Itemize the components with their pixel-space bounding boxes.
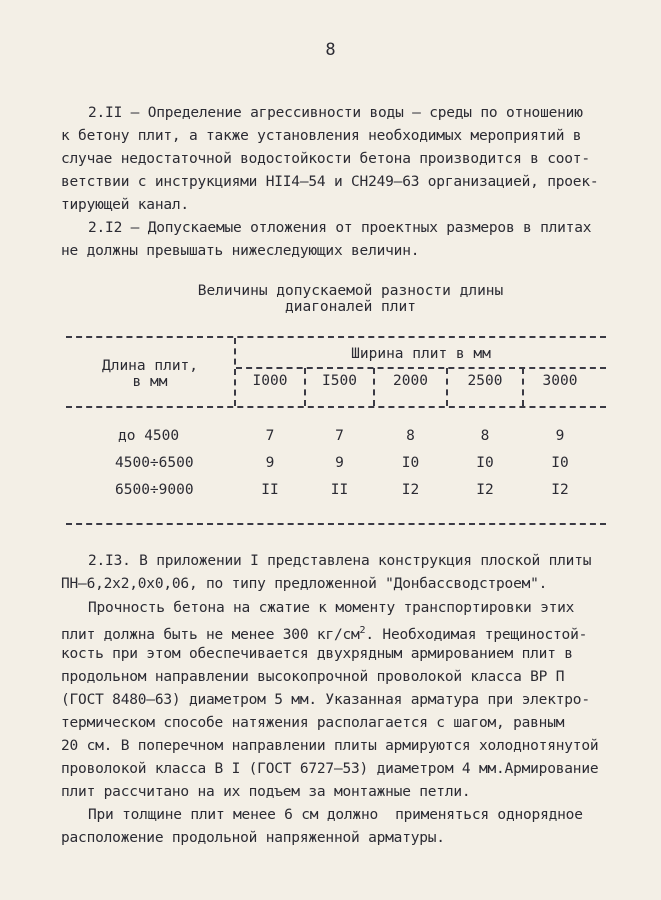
table-rule-group — [236, 367, 606, 369]
text-line: плит рассчитано на их подъем за монтажные петли. — [61, 784, 471, 800]
row-header: в мм — [132, 374, 168, 390]
group-header: Ширина плит в мм — [351, 346, 491, 362]
text-line: 2.II – Определение агрессивности воды – среды по отношению — [88, 105, 583, 121]
column-header: 3000 — [542, 373, 578, 389]
text-line: термическом способе натяжения располагается с шагом, равным — [61, 715, 565, 731]
column-header: 2000 — [393, 373, 428, 389]
row-header: Длина плит, — [101, 358, 199, 374]
table-rule-bottom — [66, 523, 606, 525]
table-cell: I2 — [551, 482, 569, 498]
row-label: 4500÷6500 — [115, 455, 194, 471]
table-cell: 9 — [555, 428, 565, 444]
text-line: продольном направлении высокопрочной проволокой класса ВР П — [61, 669, 565, 685]
table-cell: I0 — [401, 455, 420, 471]
table-caption: Величины допускаемой разности длины — [197, 283, 504, 299]
text-line-with-superscript — [61, 621, 587, 645]
text-segment: плит должна быть не менее 300 кг/см — [61, 627, 360, 643]
text-line: случае недостаточной водостойкости бетона производится в соот- — [61, 151, 590, 167]
table-cell: 8 — [480, 428, 490, 444]
table-rule-top — [66, 336, 606, 338]
table-cell: I2 — [476, 482, 494, 498]
text-line: (ГОСТ 8480–63) диаметром 5 мм. Указанная арматура при электро- — [61, 692, 590, 708]
text-line: тирующей канал. — [61, 197, 189, 213]
superscript: 2 — [359, 625, 366, 636]
table-cell: I2 — [401, 482, 420, 498]
table-cell: 7 — [265, 428, 275, 444]
text-line: ветствии с инструкциями НII4–54 и СН249–63 организацией, проек- — [61, 174, 599, 190]
text-line: 2.I2 – Допускаемые отложения от проектных размеров в плитах — [88, 220, 592, 236]
table-caption: диагоналей плит — [285, 299, 416, 315]
table-cell: 9 — [265, 455, 275, 471]
table-cell: 7 — [335, 428, 344, 444]
text-line: При толщине плит менее 6 см должно применяться однорядное — [88, 807, 583, 823]
column-header: I000 — [252, 373, 288, 389]
text-line: Прочность бетона на сжатие к моменту транспортировки этих — [88, 600, 575, 616]
text-line: 20 см. В поперечном направлении плиты армируются холоднотянутой — [61, 738, 599, 754]
table-cell: I0 — [551, 455, 569, 471]
text-line: ПН–6,2х2,0х0,06, по типу предложенной "Донбассводстроем". — [61, 576, 548, 592]
table-cell: 8 — [406, 428, 415, 444]
table-cell: I0 — [476, 455, 494, 471]
text-line: не должны превышать нижеследующих величин. — [61, 243, 420, 259]
row-label: до 4500 — [118, 428, 180, 444]
row-label: 6500÷9000 — [115, 482, 194, 498]
text-line: к бетону плит, а также установления необходимых мероприятий в — [61, 128, 582, 144]
text-line: расположение продольной напряженной арматуры. — [61, 830, 445, 846]
column-header: 2500 — [467, 373, 503, 389]
text-line: кость при этом обеспечивается двухрядным армированием плит в — [61, 646, 573, 662]
table-cell: II — [261, 482, 279, 498]
column-header: I500 — [322, 373, 357, 389]
text-segment: . Необходимая трещиностой- — [365, 627, 588, 643]
page-number: 8 — [325, 40, 336, 60]
table-cell: II — [330, 482, 349, 498]
table-cell: 9 — [335, 455, 344, 471]
table-rule-header — [66, 406, 606, 408]
text-line: 2.I3. В приложении I представлена конструкция плоской плиты — [88, 553, 592, 569]
text-line: проволокой класса В I (ГОСТ 6727–53) диаметром 4 мм.Армирование — [61, 761, 599, 777]
